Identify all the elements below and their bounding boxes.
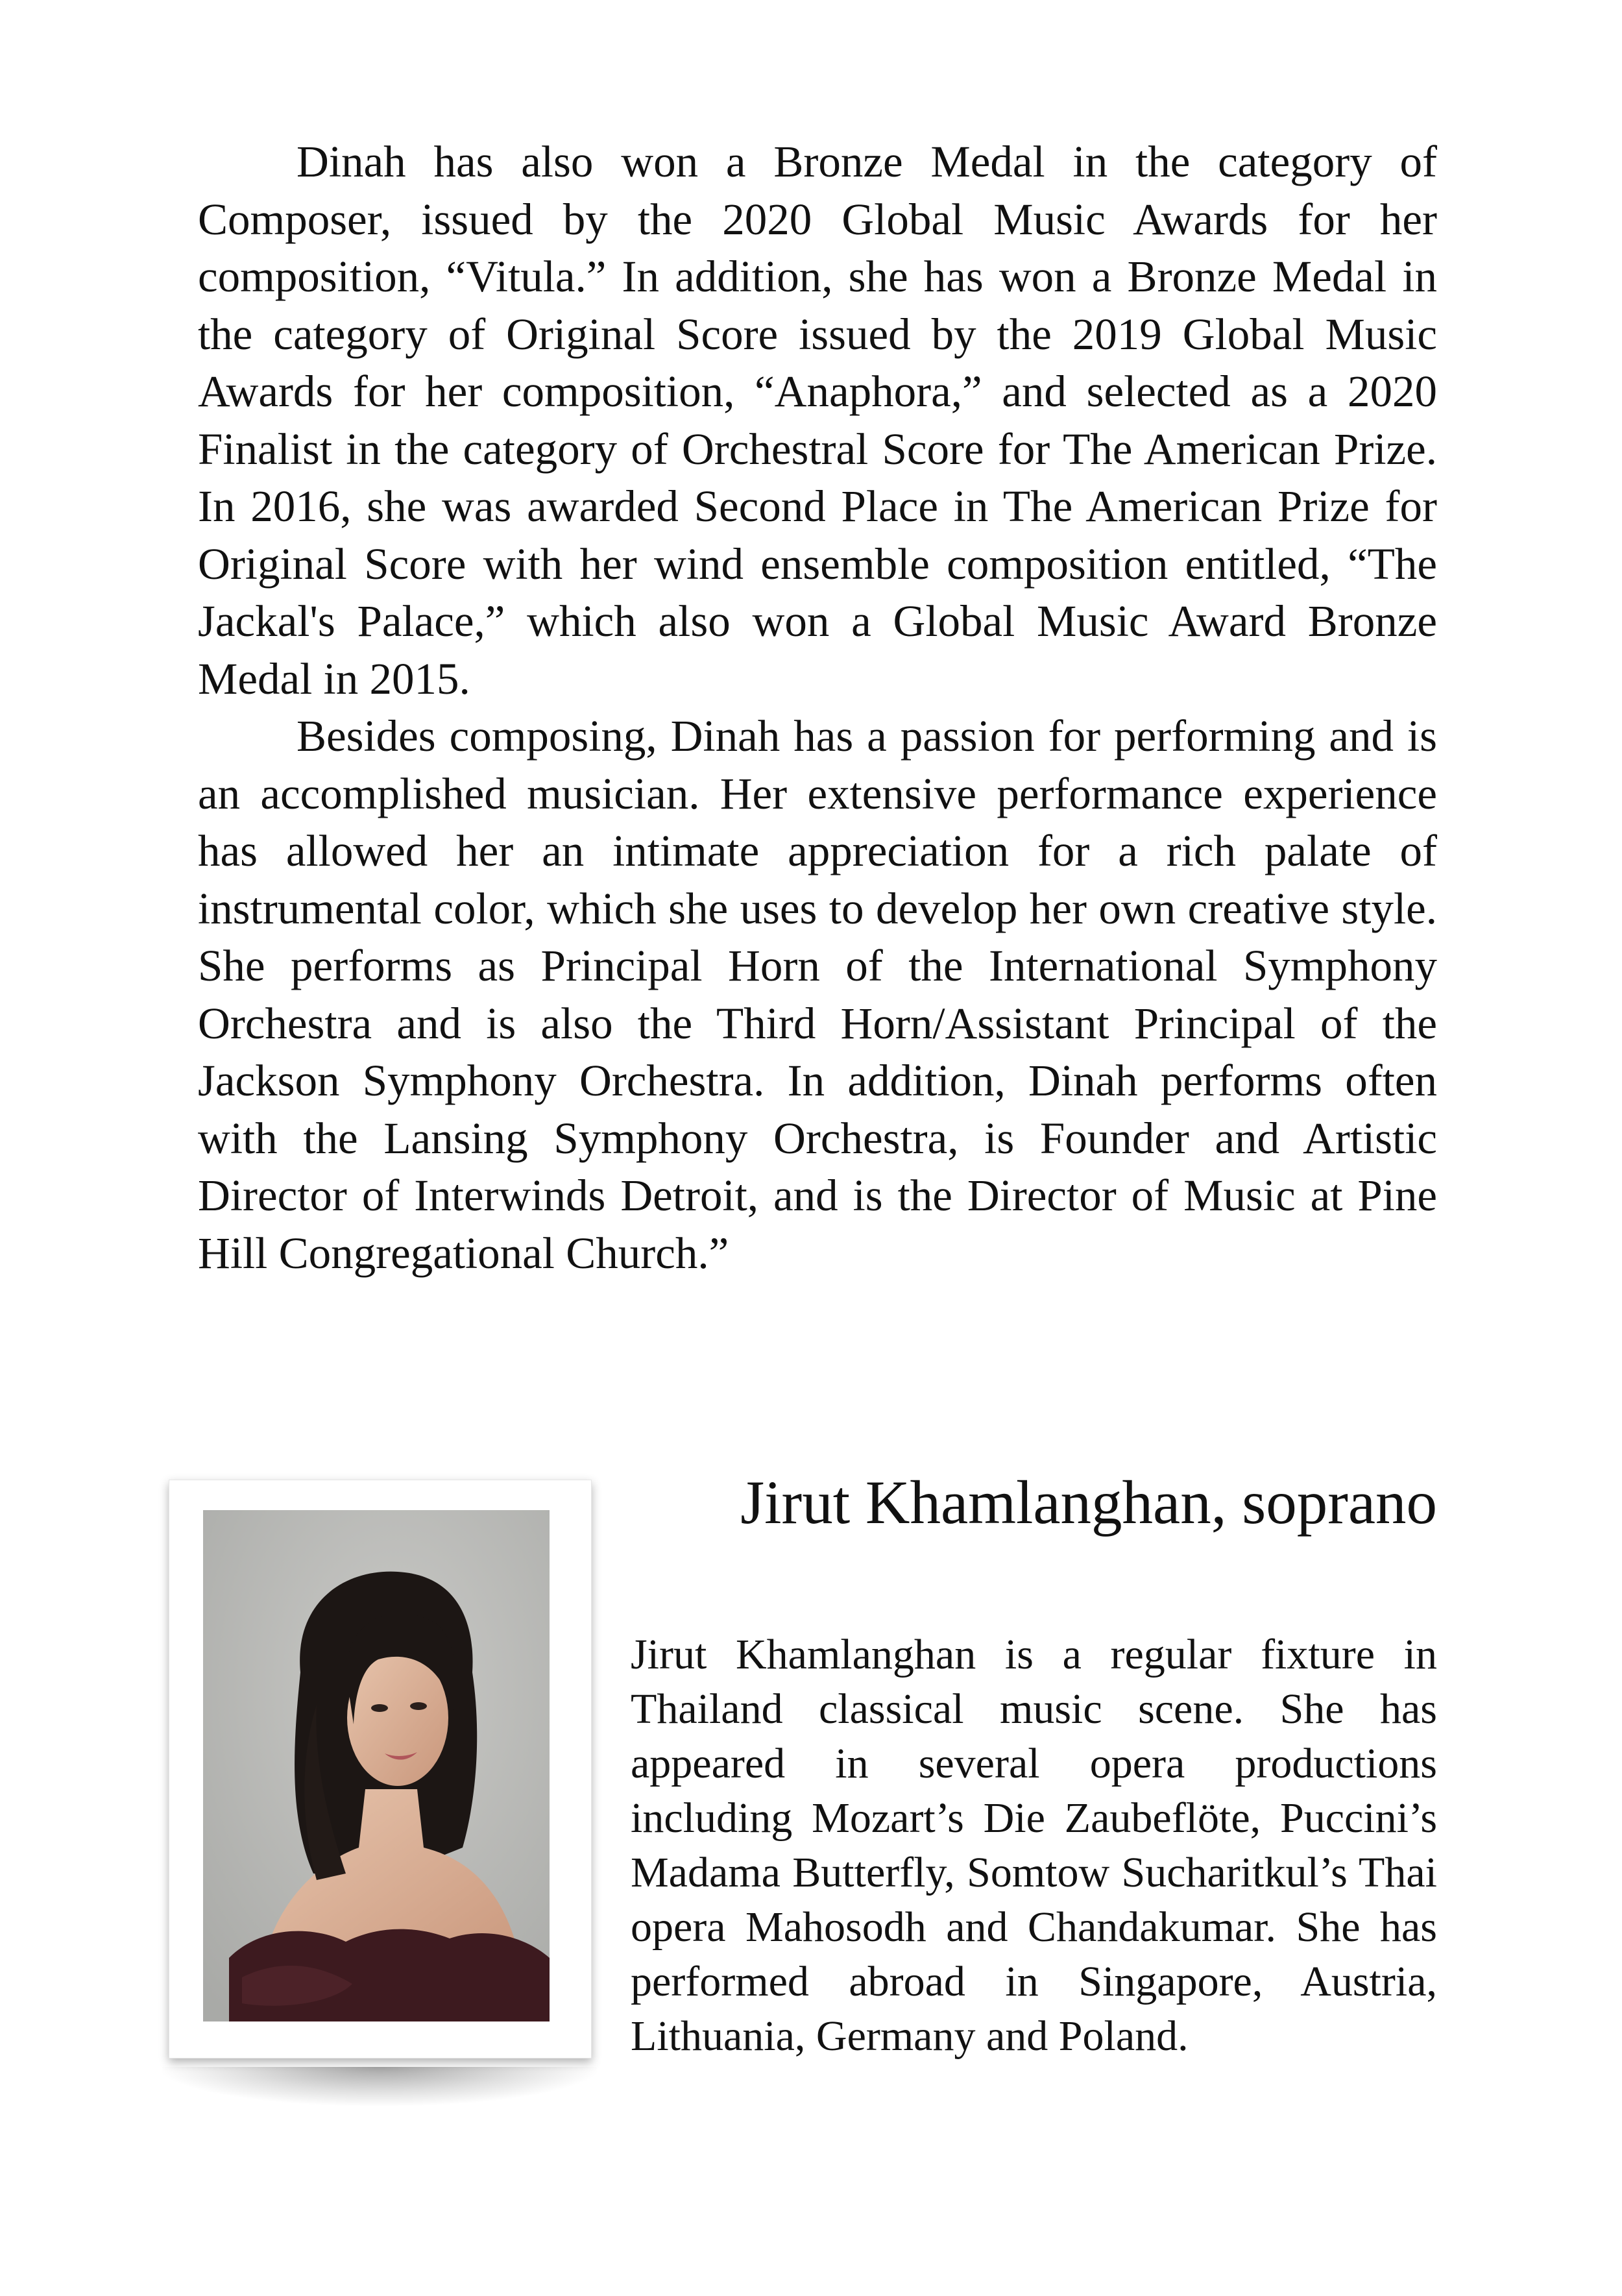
bio-title: Jirut Khamlanghan, soprano [740, 1468, 1437, 1537]
main-text [198, 133, 1437, 1282]
bio-text: Jirut Khamlanghan is a regular fixture in Thailand classical music scene. She has appeared in several opera productions including Mozart’s Die Zaubeflöte, Puccini’s Madama Butterfly, Somtow Sucharitkul’s Thai opera Mahosodh and Chandakumar. She has performed abroad in Singapore, Austria, Lithuania, Germany and Poland. [631, 1631, 1437, 2060]
paragraph-performing: Besides composing, Dinah has a passion for performing and is an accomplished musician. Her extensive performance experience has allowed her an intimate appreciation for a rich palate of instrumental color, which she uses to develop her own creative style. She performs as Principal Horn of the International Symphony Orchestra and is also the Third Horn/Assistant Principal of the Jackson Symphony Orchestra. In addition, Dinah performs often with the Lansing Symphony Orchestra, is Founder and Artistic Director of Interwinds Detroit, and is the Director of Music at Pine Hill Congregational Church.” [198, 711, 1437, 1278]
portrait-photo [203, 1510, 550, 2021]
photo-shadow [162, 2067, 597, 2106]
paragraph-awards: Dinah has also won a Bronze Medal in the category of Composer, issued by the 2020 Global Music Awards for her composition, “Vitula.” In addition, she has won a Bronze Medal in the category of Original Score issued by the 2019 Global Music Awards for her composition, “Anaphora,” and selected as a 2020 Finalist in the category of Orchestral Score for The American Prize. In 2016, she was awarded Second Place in The American Prize for Original Score with her wind ensemble composition entitled, “The Jackal's Palace,” which also won a Global Music Award Bronze Medal in 2015. [198, 137, 1437, 703]
portrait-frame [169, 1480, 592, 2058]
